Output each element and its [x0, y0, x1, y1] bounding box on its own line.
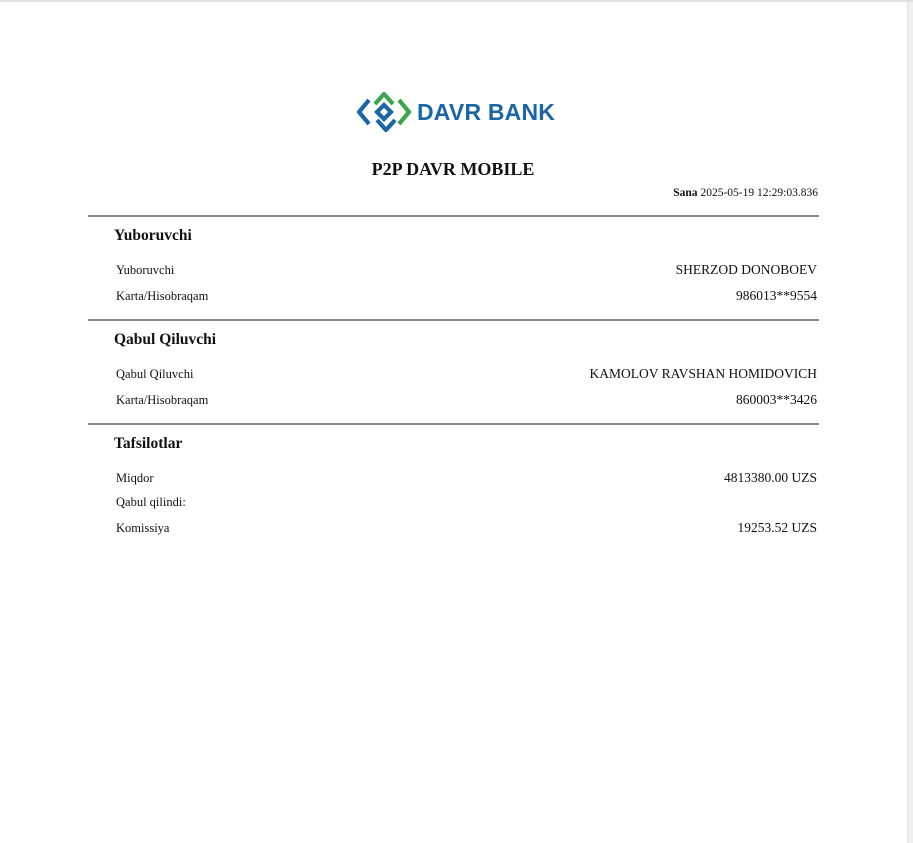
receiver-card-row [116, 392, 817, 408]
row-label: Karta/Hisobraqam [116, 289, 209, 303]
sender-name-row [116, 262, 817, 278]
row-label: Komissiya [116, 521, 170, 535]
document-date [673, 187, 818, 199]
row-value: KAMOLOV RAVSHAN HOMIDOVICH [589, 366, 817, 381]
date-value: 2025-05-19 12:29:03.836 [700, 187, 818, 199]
bank-logo [357, 92, 555, 132]
row-value: 860003**3426 [736, 392, 817, 407]
sender-card-row [116, 288, 817, 304]
section-divider [88, 423, 819, 425]
row-label: Karta/Hisobraqam [116, 393, 209, 407]
row-label: Qabul qilindi: [116, 495, 186, 509]
section-divider [88, 319, 819, 321]
received-row [116, 495, 817, 510]
amount-row [116, 470, 817, 486]
receiver-section-title: Qabul Qiluvchi [114, 331, 217, 348]
sender-section-title: Yuboruvchi [114, 227, 192, 244]
row-label: Yuboruvchi [116, 263, 175, 277]
page-right-edge [907, 2, 913, 843]
date-label: Sana [673, 187, 698, 199]
row-label: Qabul Qiluvchi [116, 367, 194, 381]
document-title: P2P DAVR MOBILE [371, 159, 535, 179]
commission-row [116, 520, 817, 536]
row-value: 4813380.00 UZS [723, 470, 817, 485]
receiver-name-row [116, 366, 817, 382]
row-label: Miqdor [116, 471, 154, 485]
section-divider [88, 215, 819, 217]
davr-bank-logo-icon [357, 92, 413, 132]
row-value: 986013**9554 [736, 288, 817, 303]
row-value: SHERZOD DONOBOEV [675, 262, 817, 277]
page-top-border [0, 0, 913, 2]
row-value: 19253.52 UZS [737, 520, 817, 535]
bank-name: DAVR BANK [417, 98, 556, 125]
details-section-title: Tafsilotlar [114, 435, 183, 452]
